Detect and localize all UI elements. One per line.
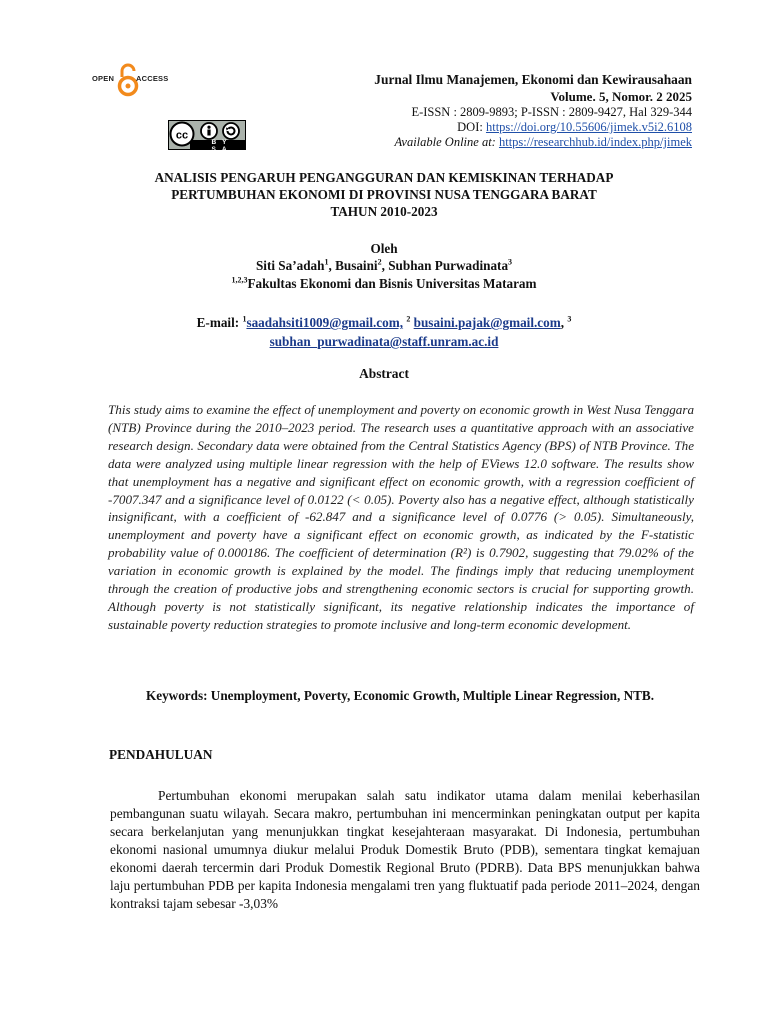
logo-access-text: ACCESS <box>136 74 169 83</box>
open-access-logo <box>92 63 168 97</box>
email-label: E-mail: <box>196 315 243 330</box>
email-1-sup: 1 <box>242 314 247 324</box>
affiliation-sup: 1,2,3 <box>231 275 248 285</box>
available-link[interactable]: https://researchhub.id/index.php/jimek <box>498 135 692 149</box>
doi-label: DOI: <box>457 120 486 134</box>
author-3: , Subhan Purwadinata <box>381 258 509 273</box>
body-paragraph <box>110 787 700 913</box>
email-3-sup: 3 <box>567 314 572 324</box>
logo-open-text: OPEN <box>92 74 115 83</box>
author-1: Siti Sa’adah <box>255 258 325 273</box>
affiliation <box>100 276 668 292</box>
oleh-label: Oleh <box>370 241 398 256</box>
email-3-link[interactable]: subhan_purwadinata@staff.unram.ac.id <box>269 334 499 349</box>
journal-doi <box>374 120 692 135</box>
email-block <box>90 313 678 351</box>
section-heading: PENDAHULUAN <box>109 747 213 762</box>
author-3-sup: 3 <box>508 257 513 267</box>
title-line-2: PERTUMBUHAN EKONOMI DI PROVINSI NUSA TENGGARA BARAT <box>171 187 597 202</box>
author-2-sup: 2 <box>377 257 382 267</box>
email-1-link[interactable]: saadahsiti1009@gmail.com, <box>246 315 404 330</box>
author-list <box>100 258 668 274</box>
paper-title <box>100 169 668 220</box>
svg-text:cc: cc <box>175 129 189 142</box>
cc-license-label: BY SA <box>211 139 233 153</box>
doi-link[interactable]: https://doi.org/10.55606/jimek.v5i2.6108 <box>485 120 692 134</box>
title-line-3: TAHUN 2010-2023 <box>330 204 438 219</box>
journal-volume: Volume. 5, Nomor. 2 2025 <box>550 89 692 104</box>
journal-header <box>374 71 692 150</box>
affiliation-text: Fakultas Ekonomi dan Bisnis Universitas Mataram <box>247 276 537 291</box>
email-2-link[interactable]: busaini.pajak@gmail.com <box>413 315 561 330</box>
journal-available <box>374 135 692 150</box>
keywords: Keywords: Unemployment, Poverty, Economic Growth, Multiple Linear Regression, NTB. <box>145 688 655 703</box>
abstract-text: This study aims to examine the effect of unemployment and poverty on economic growth in West Nusa Tenggara (NTB) Province during the 2010–2023 period. The research uses a quantitative approach with an associative research design. Secondary data were obtained from the Central Statistics Agency (BPS) of NTB Province. The data were analyzed using multiple linear regression with the help of EViews 12.0 software. The results show that unemployment has a negative and significant effect on economic growth, with a regression coefficient of -7007.347 and a significance level of 0.0122 (< 0.05). Poverty also has a negative effect, although statistically insignificant, with a coefficient of -62.847 and a significance level of 0.0776 (> 0.05). Simultaneously, unemployment and poverty have a significant effect on economic growth, as indicated by the F-statistic probability value of 0.000186. The coefficient of determination (R²) is 0.7902, suggesting that 79.02% of the variation in economic growth is explained by the model. The findings imply that reducing unemployment through the creation of productive jobs and strengthening economic sectors is crucial for supporting growth. Although poverty is not statistically significant, its negative relationship indicates the importance of sustainable poverty reduction strategies to promote inclusive and long-term economic development. <box>108 402 694 632</box>
cc-by-sa-badge <box>168 120 246 153</box>
author-1-sup: 1 <box>324 257 329 267</box>
email-separator: , <box>560 315 565 330</box>
abstract-heading: Abstract <box>359 366 409 381</box>
available-label: Available Online at: <box>394 135 499 149</box>
author-2: , Busaini <box>328 258 378 273</box>
journal-issn: E-ISSN : 2809-9893; P-ISSN : 2809-9427, Hal 329-344 <box>411 105 692 119</box>
body-paragraph-text: Pertumbuhan ekonomi merupakan salah satu indikator utama dalam menilai keberhasilan pembangunan suatu wilayah. Secara makro, pertumbuhan ini mencerminkan peningkatan output per kapita secara berkelanjutan yang menunjukkan tingkat kesejahteraan masyarakat. Di Indonesia, pertumbuhan ekonomi nasional umumnya diukur melalui Produk Domestik Bruto (PDB), sementara tingkat kemajuan ekonomi daerah tercermin dari Produk Domestik Regional Bruto (PDRB). Data BPS menunjukkan bahwa laju pertumbuhan PDB per kapita Indonesia mengalami tren yang fluktuatif pada periode 2011–2024, dengan kontraksi tajam sebesar -3,03% <box>110 788 700 911</box>
email-2-sup: 2 <box>406 314 411 324</box>
journal-title: Jurnal Ilmu Manajemen, Ekonomi dan Kewirausahaan <box>374 72 692 87</box>
title-line-1: ANALISIS PENGARUH PENGANGGURAN DAN KEMISKINAN TERHADAP <box>154 170 614 185</box>
